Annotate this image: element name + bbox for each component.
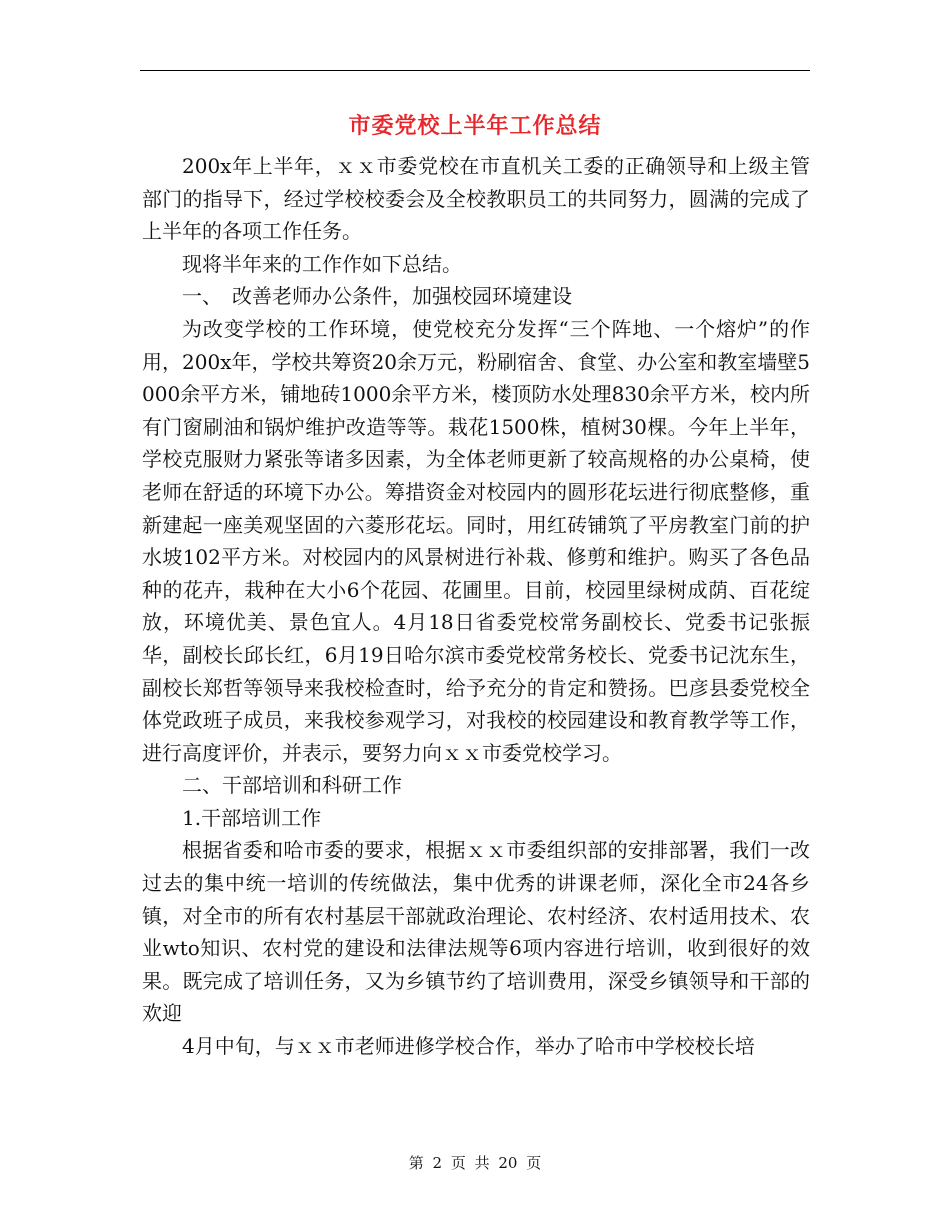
header-rule — [140, 70, 810, 71]
section-heading-1: 一、 改善老师办公条件，加强校园环境建设 — [182, 284, 572, 309]
document-title: 市委党校上半年工作总结 — [348, 113, 602, 139]
paragraph-training: 根据省委和哈市委的要求，根据ｘｘ市委组织部的安排部署，我们一改过去的集中统一培训的传统做法，集中优秀的讲课老师，深化全市24各乡镇，对全市的所有农村基层干部就政治理论、农村经济、农村适用技术、农业wto知识、农村党的建设和法律法规等6项内容进行培训，收到很好的效果。既完成了培训任务，又为乡镇节约了培训费用，深受乡镇领导和干部的欢迎 — [142, 838, 810, 1026]
paragraph-summary-lead: 现将半年来的工作作如下总结。 — [182, 251, 462, 276]
subsection-heading-1: 1.干部培训工作 — [182, 805, 322, 830]
paragraph-april: 4月中旬，与ｘｘ市老师进修学校合作，举办了哈市中学校校长培 — [182, 1034, 755, 1059]
document-body — [142, 150, 810, 1063]
section-heading-2: 二、干部培训和科研工作 — [182, 773, 402, 798]
page-footer: 第 2 页 共 20 页 — [408, 1154, 542, 1172]
paragraph-intro: 200x年上半年，ｘｘ市委党校在市直机关工委的正确领导和上级主管部门的指导下，经过学校校委会及全校教职员工的共同努力，圆满的完成了上半年的各项工作任务。 — [142, 154, 810, 244]
paragraph-environment: 为改变学校的工作环境，使党校充分发挥“三个阵地、一个熔炉”的作用，200x年，学校共筹资20余万元，粉刷宿舍、食堂、办公室和教室墙壁5000余平方米，铺地砖1000余平方米，楼顶防水处理830余平方米，校内所有门窗刷油和锅炉维护改造等等。栽花1500株，植树30棵。今年上半年，学校克服财力紧张等诸多因素，为全体老师更新了较高规格的办公桌椅，使老师在舒适的环境下办公。筹措资金对校园内的圆形花坛进行彻底整修，重新建起一座美观坚固的六菱形花坛。同时，用红砖铺筑了平房教室门前的护水坡102平方米。对校园内的风景树进行补栽、修剪和维护。购买了各色品种的花卉，栽种在大小6个花园、花圃里。目前，校园里绿树成荫、百花绽放，环境优美、景色宜人。4月18日省委党校常务副校长、党委书记张振华，副校长邱长红，6月19日哈尔滨市委党校常务校长、党委书记沈东生，副校长郑哲等领导来我校检查时，给予充分的肯定和赞扬。巴彦县委党校全体党政班子成员，来我校参观学习，对我校的校园建设和教育教学等工作，进行高度评价，并表示，要努力向ｘｘ市委党校学习。 — [142, 316, 810, 765]
